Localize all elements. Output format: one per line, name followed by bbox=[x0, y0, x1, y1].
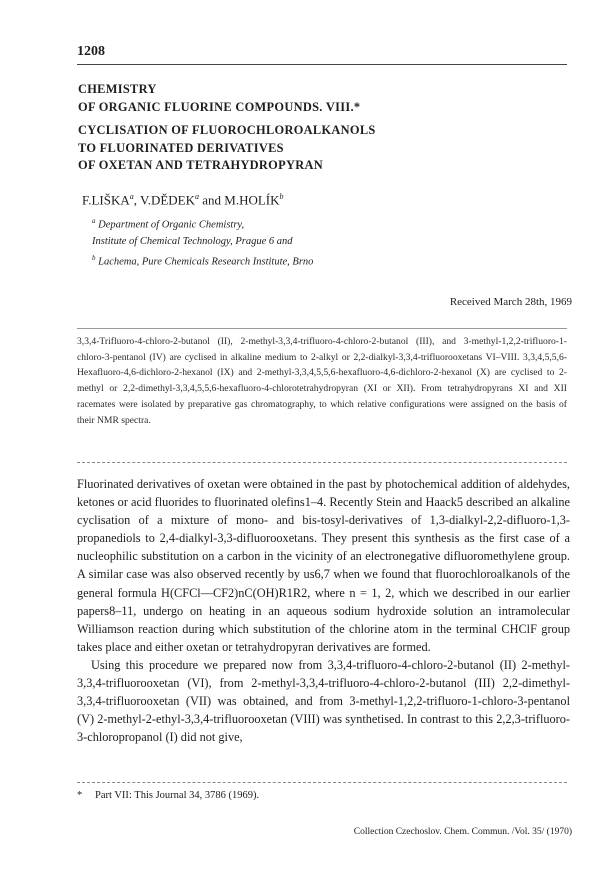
footnote-rule bbox=[77, 782, 567, 783]
footnote bbox=[77, 790, 259, 801]
footnote-text: Part VII: This Journal 34, 3786 (1969). bbox=[95, 790, 260, 801]
title-line: OF OXETAN AND TETRAHYDROPYRAN bbox=[78, 158, 323, 172]
header-rule bbox=[77, 64, 567, 65]
affil-line: Lachema, Pure Chemicals Research Institute, Brno bbox=[98, 256, 314, 267]
affil-mark: b bbox=[92, 253, 96, 262]
affil-line: Department of Organic Chemistry, bbox=[98, 219, 245, 231]
author-list: F.LIŠKA$^a$, V.DĚDEK$^a$ and M.HOLÍK$^b$ bbox=[82, 192, 284, 208]
journal-citation: Collection Czechoslov. Chem. Commun. /Vol. 35/ (1970) bbox=[353, 827, 572, 837]
body-text bbox=[77, 475, 570, 746]
body-paragraph: Fluorinated derivatives of oxetan were obtained in the past by photochemical addition of aldehydes, ketones or acid fluorides to fluorinated olefins1–4. Recently Stein and Haack5 described an alkaline cyclisation of a mixture of mono- and bis-tosyl-derivatives of 1,3-dialkyl-2,2-difluoro-1,3-propanediols to 2,4-dialkyl-3,3-difluorooxetans. They present this synthesis as the first case of a nucleophilic substitution on a carbon in the vicinity of an electronegative difluoromethylene group. A similar case was also observed recently by us6,7 when we found that fluorochloroalkanols of the general formula H(CFCl—CF2)nC(OH)R1R2, where n = 1, 2, which we described in our earlier papers8–11, undergo on heating in an aqueous sodium hydroxide solution an intramolecular Williamson reaction during which substitution of the chlorine atom in the terminal CHClF group takes place and either oxetan or tetrahydropyran derivatives are formed. bbox=[77, 477, 570, 654]
affil-mark: a bbox=[92, 217, 96, 225]
author-affil-mark: a bbox=[129, 192, 134, 201]
title-line: CHEMISTRY bbox=[78, 82, 157, 96]
author-name: M.HOLÍK bbox=[224, 192, 280, 208]
author-conjunction: and bbox=[202, 192, 222, 208]
author-affil-mark: b bbox=[279, 192, 284, 201]
abstract-rule-bottom bbox=[77, 462, 567, 463]
article-title bbox=[78, 81, 376, 175]
author-name: V.DĚDEK bbox=[139, 192, 195, 208]
author-affil-mark: a bbox=[195, 192, 199, 201]
title-line: TO FLUORINATED DERIVATIVES bbox=[78, 140, 284, 155]
footnote-mark: * bbox=[77, 790, 83, 801]
abstract-rule bbox=[77, 328, 567, 329]
body-paragraph: Using this procedure we prepared now from 3,3,4-trifluoro-4-chloro-2-butanol (II) 2-methyl-3,3,4-trifluorooxetan (VI), from 2-methyl-3,3,4-trifluoro-4-chloro-2-butanol (III) 2,2-dimethyl-3,3,4-trifluorooxetan (VII) was obtained, and from 3-methyl-1,2,2-trifluoro-1-chloro-3-pentanol (V) 2-methyl-2-ethyl-3,3,4-trifluorooxetan (VIII) was synthetised. In contrast to this 2,2,3-trifluoro-3-chloropropanol (I) did not give, bbox=[77, 657, 570, 745]
page-number: 1208 bbox=[77, 44, 105, 59]
author-name: F.LIŠKA bbox=[82, 192, 130, 208]
title-line: CYCLISATION OF FLUOROCHLOROALKANOLS bbox=[78, 123, 376, 137]
abstract-text: 3,3,4-Trifluoro-4-chloro-2-butanol (II), 2-methyl-3,3,4-trifluoro-4-chloro-2-butanol (III), and 3-methyl-1,2,2-trifluoro-1-chloro-3-pentanol (IV) are cyclised in alkaline medium to 2-alkyl or 2,2-dialkyl-3,3,4-trifluorooxetans VI–VIII. 3,3,4,5,5,6-Hexafluoro-4,6-dichloro-2-hexanol (IX) and 2-methyl-3,3,4,5,5,6-hexafluoro-4,6-dichloro-2-hexanol (X) are cyclised to 2-methyl or 2,2-dimethyl-3,3,4,5,5,6-hexafluoro-4-chlorotetrahydropyran (XI or XII). From tetrahydropyrans XI and XII racemates were isolated by preparative gas chromatography, to which relative configurations were assigned on the basis of their NMR spectra. bbox=[77, 336, 567, 426]
affiliations bbox=[92, 213, 313, 270]
title-line: OF ORGANIC FLUORINE COMPOUNDS. VIII.* bbox=[78, 99, 361, 114]
abstract bbox=[77, 334, 567, 428]
received-date: Received March 28th, 1969 bbox=[449, 296, 572, 308]
affil-line: Institute of Chemical Technology, Prague 6 and bbox=[92, 235, 293, 247]
